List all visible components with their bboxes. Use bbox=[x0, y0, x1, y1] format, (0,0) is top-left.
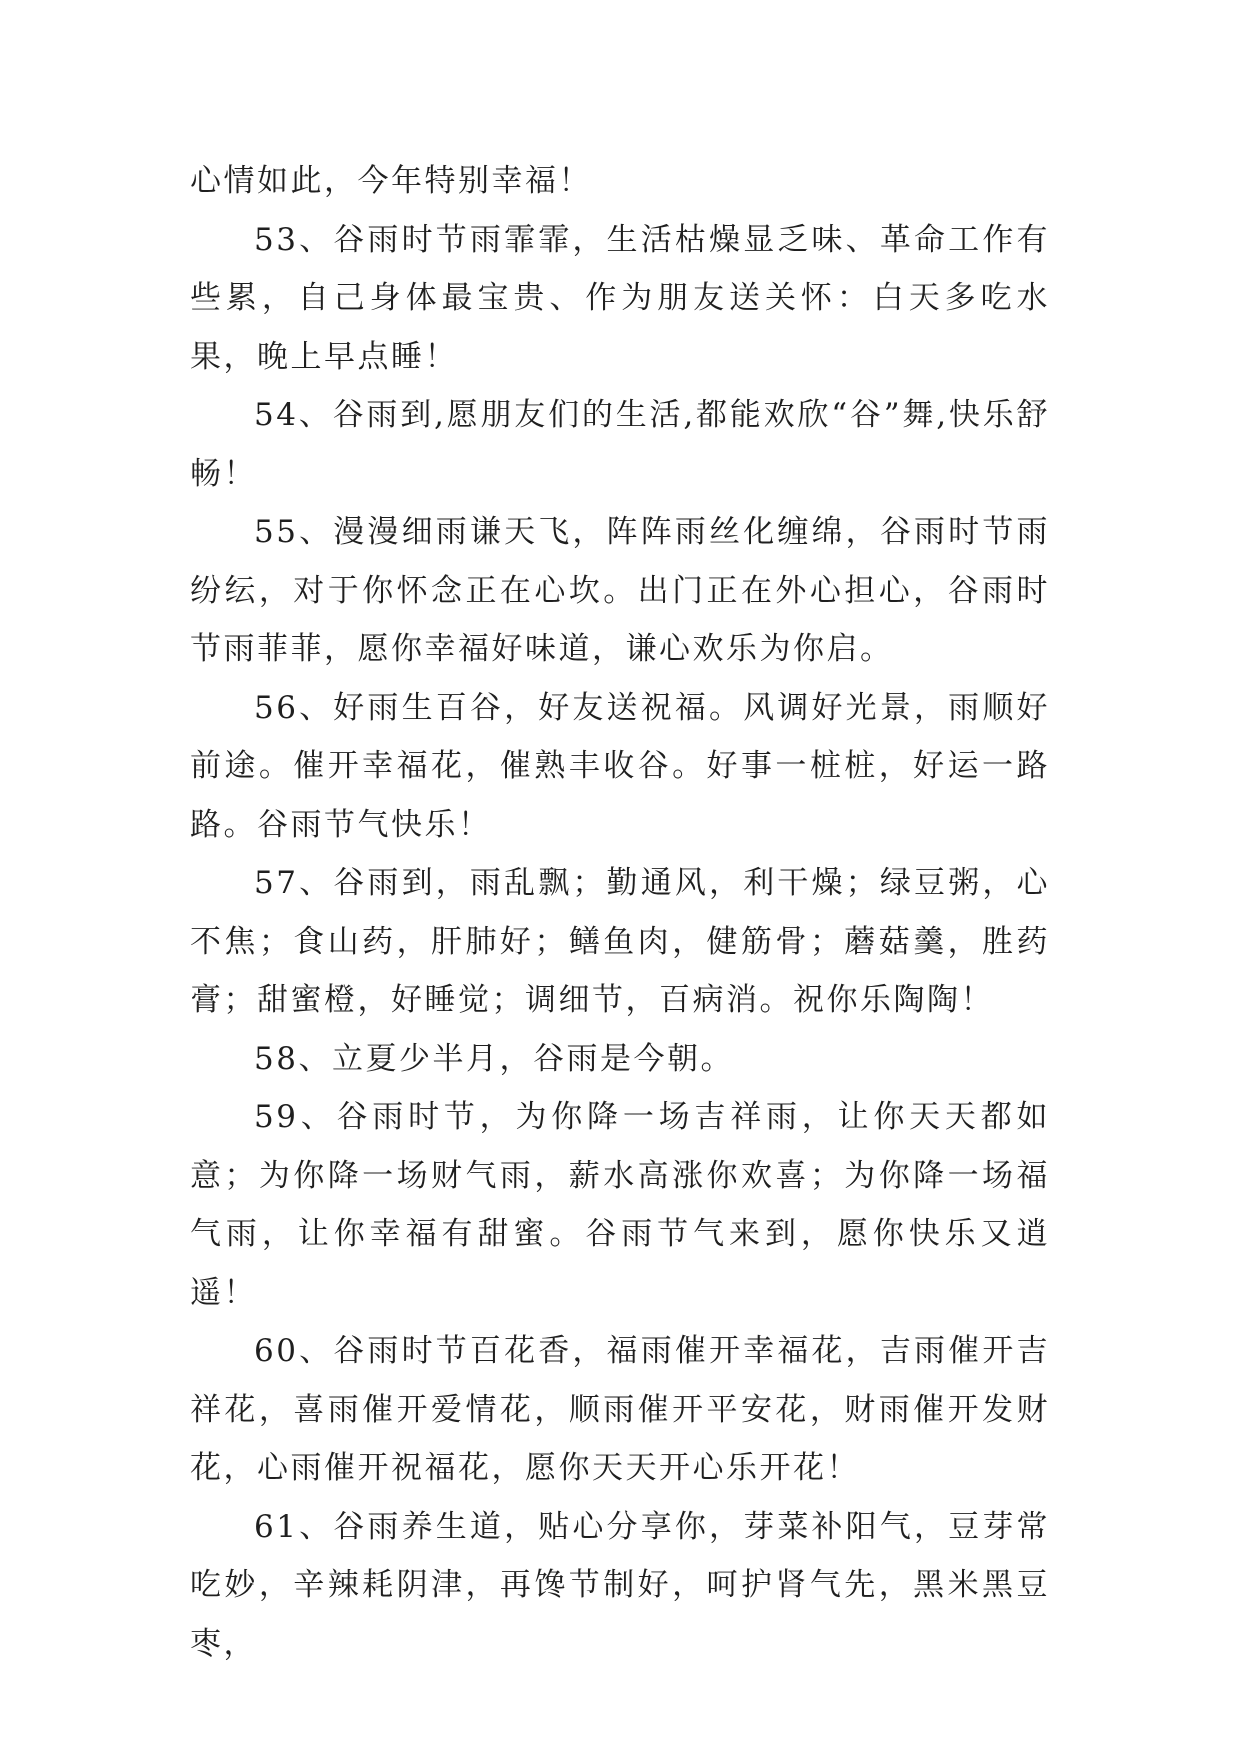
paragraph-57: 57、谷雨到，雨乱飘；勤通风，利干燥；绿豆粥，心不焦；食山药，肝肺好；鳝鱼肉，健筋骨；蘑菇羹，胜药膏；甜蜜橙，好睡觉；调细节，百病消。祝你乐陶陶！ bbox=[190, 865, 1050, 1018]
paragraph-58: 58、立夏少半月，谷雨是今朝。 bbox=[254, 1040, 734, 1077]
paragraph-55: 55、漫漫细雨谦天飞，阵阵雨丝化缠绵，谷雨时节雨纷纭，对于你怀念正在心坎。出门正在外心担心，谷雨时节雨菲菲，愿你幸福好味道，谦心欢乐为你启。 bbox=[190, 514, 1050, 667]
document-body bbox=[190, 152, 1050, 1673]
paragraph-59: 59、谷雨时节，为你降一场吉祥雨，让你天天都如意；为你降一场财气雨，薪水高涨你欢喜；为你降一场福气雨，让你幸福有甜蜜。谷雨节气来到，愿你快乐又逍遥！ bbox=[190, 1099, 1050, 1311]
paragraph-continuation: 心情如此，今年特别幸福！ bbox=[190, 163, 592, 199]
paragraph-54: 54、谷雨到,愿朋友们的生活,都能欢欣“谷”舞,快乐舒畅！ bbox=[190, 397, 1050, 492]
paragraph-61: 61、谷雨养生道，贴心分享你，芽菜补阳气，豆芽常吃妙，辛辣耗阴津，再馋节制好，呵护肾气先，黑米黑豆枣， bbox=[190, 1508, 1050, 1662]
paragraph-56: 56、好雨生百谷，好友送祝福。风调好光景，雨顺好前途。催开幸福花，催熟丰收谷。好事一桩桩，好运一路路。谷雨节气快乐！ bbox=[190, 689, 1050, 843]
paragraph-60: 60、谷雨时节百花香，福雨催开幸福花，吉雨催开吉祥花，喜雨催开爱情花，顺雨催开平安花，财雨催开发财花，心雨催开祝福花，愿你天天开心乐开花！ bbox=[190, 1333, 1050, 1486]
paragraph-53: 53、谷雨时节雨霏霏，生活枯燥显乏味、革命工作有些累，自己身体最宝贵、作为朋友送关怀：白天多吃水果，晚上早点睡！ bbox=[190, 221, 1050, 375]
